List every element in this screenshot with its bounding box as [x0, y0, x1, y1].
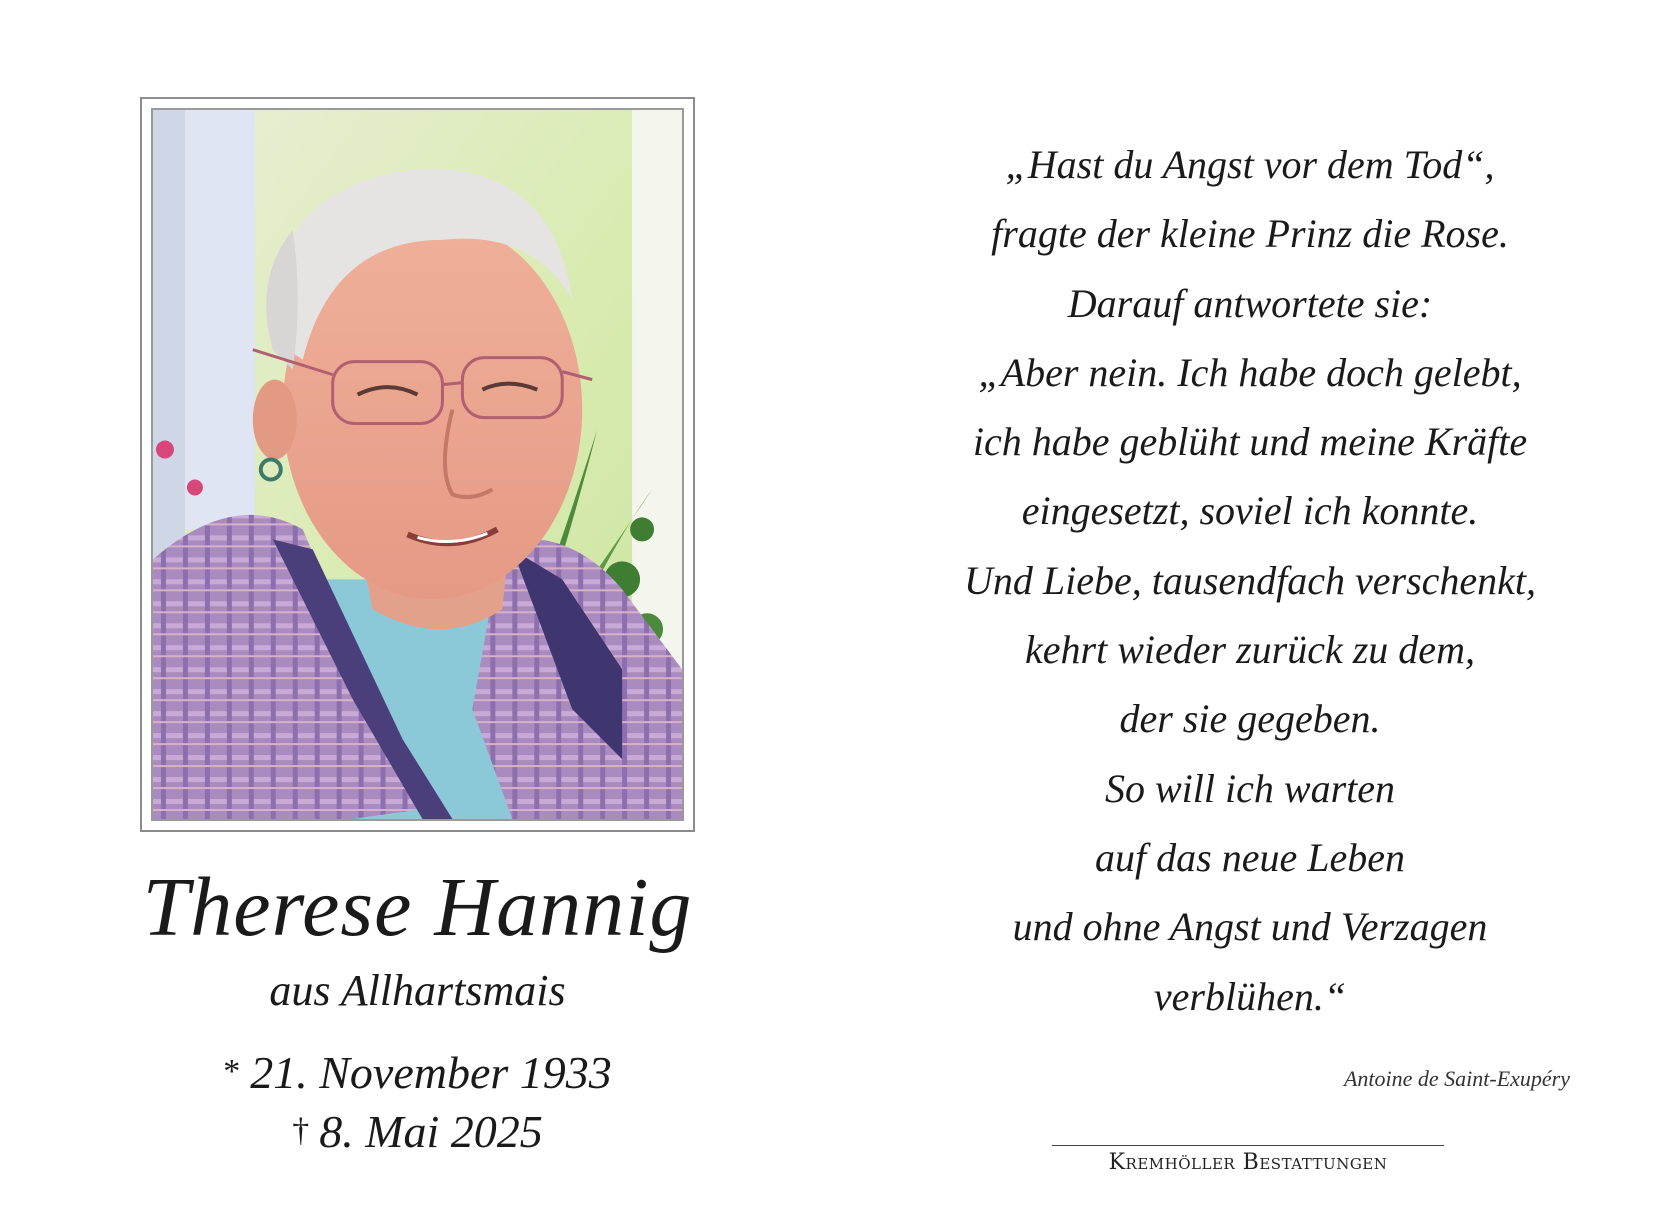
portrait-photo	[151, 108, 684, 821]
company-divider	[1052, 1145, 1444, 1146]
death-cross-icon: †	[292, 1112, 310, 1149]
funeral-company: Kremhöller Bestattungen	[1108, 1150, 1388, 1175]
death-date: 8. Mai 2025	[319, 1106, 543, 1157]
poem-line: eingesetzt, soviel ich konnte.	[1021, 488, 1479, 534]
poem-line: und ohne Angst und Verzagen	[1012, 904, 1488, 950]
deceased-origin: aus Allhartsmais	[269, 966, 566, 1015]
poem-line: So will ich warten	[1105, 765, 1395, 811]
birth-symbol-icon: *	[223, 1053, 241, 1090]
poem-line: Darauf antwortete sie:	[1067, 280, 1433, 326]
poem-line: auf das neue Leben	[1095, 834, 1405, 880]
poem-line: der sie gegeben.	[1119, 696, 1381, 742]
poem-line: verblühen.“	[1153, 973, 1347, 1019]
poem-line: Und Liebe, tausendfach verschenkt,	[963, 557, 1537, 603]
poem	[905, 130, 1595, 1031]
poem-line: „Aber nein. Ich habe doch gelebt,	[978, 349, 1522, 395]
poem-line: „Hast du Angst vor dem Tod“,	[1005, 142, 1495, 187]
deceased-name: Therese Hannig	[142, 861, 693, 954]
birth-date: 21. November 1933	[250, 1047, 612, 1098]
portrait-illustration	[153, 110, 682, 819]
poem-line: fragte der kleine Prinz die Rose.	[991, 211, 1509, 257]
poem-author: Antoine de Saint-Exupéry	[1343, 1066, 1570, 1091]
poem-line: ich habe geblüht und meine Kräfte	[972, 419, 1528, 465]
poem-line: kehrt wieder zurück zu dem,	[1025, 627, 1475, 673]
birth-date-line	[0, 1043, 835, 1102]
portrait-frame	[140, 97, 695, 832]
death-date-line	[0, 1102, 835, 1161]
